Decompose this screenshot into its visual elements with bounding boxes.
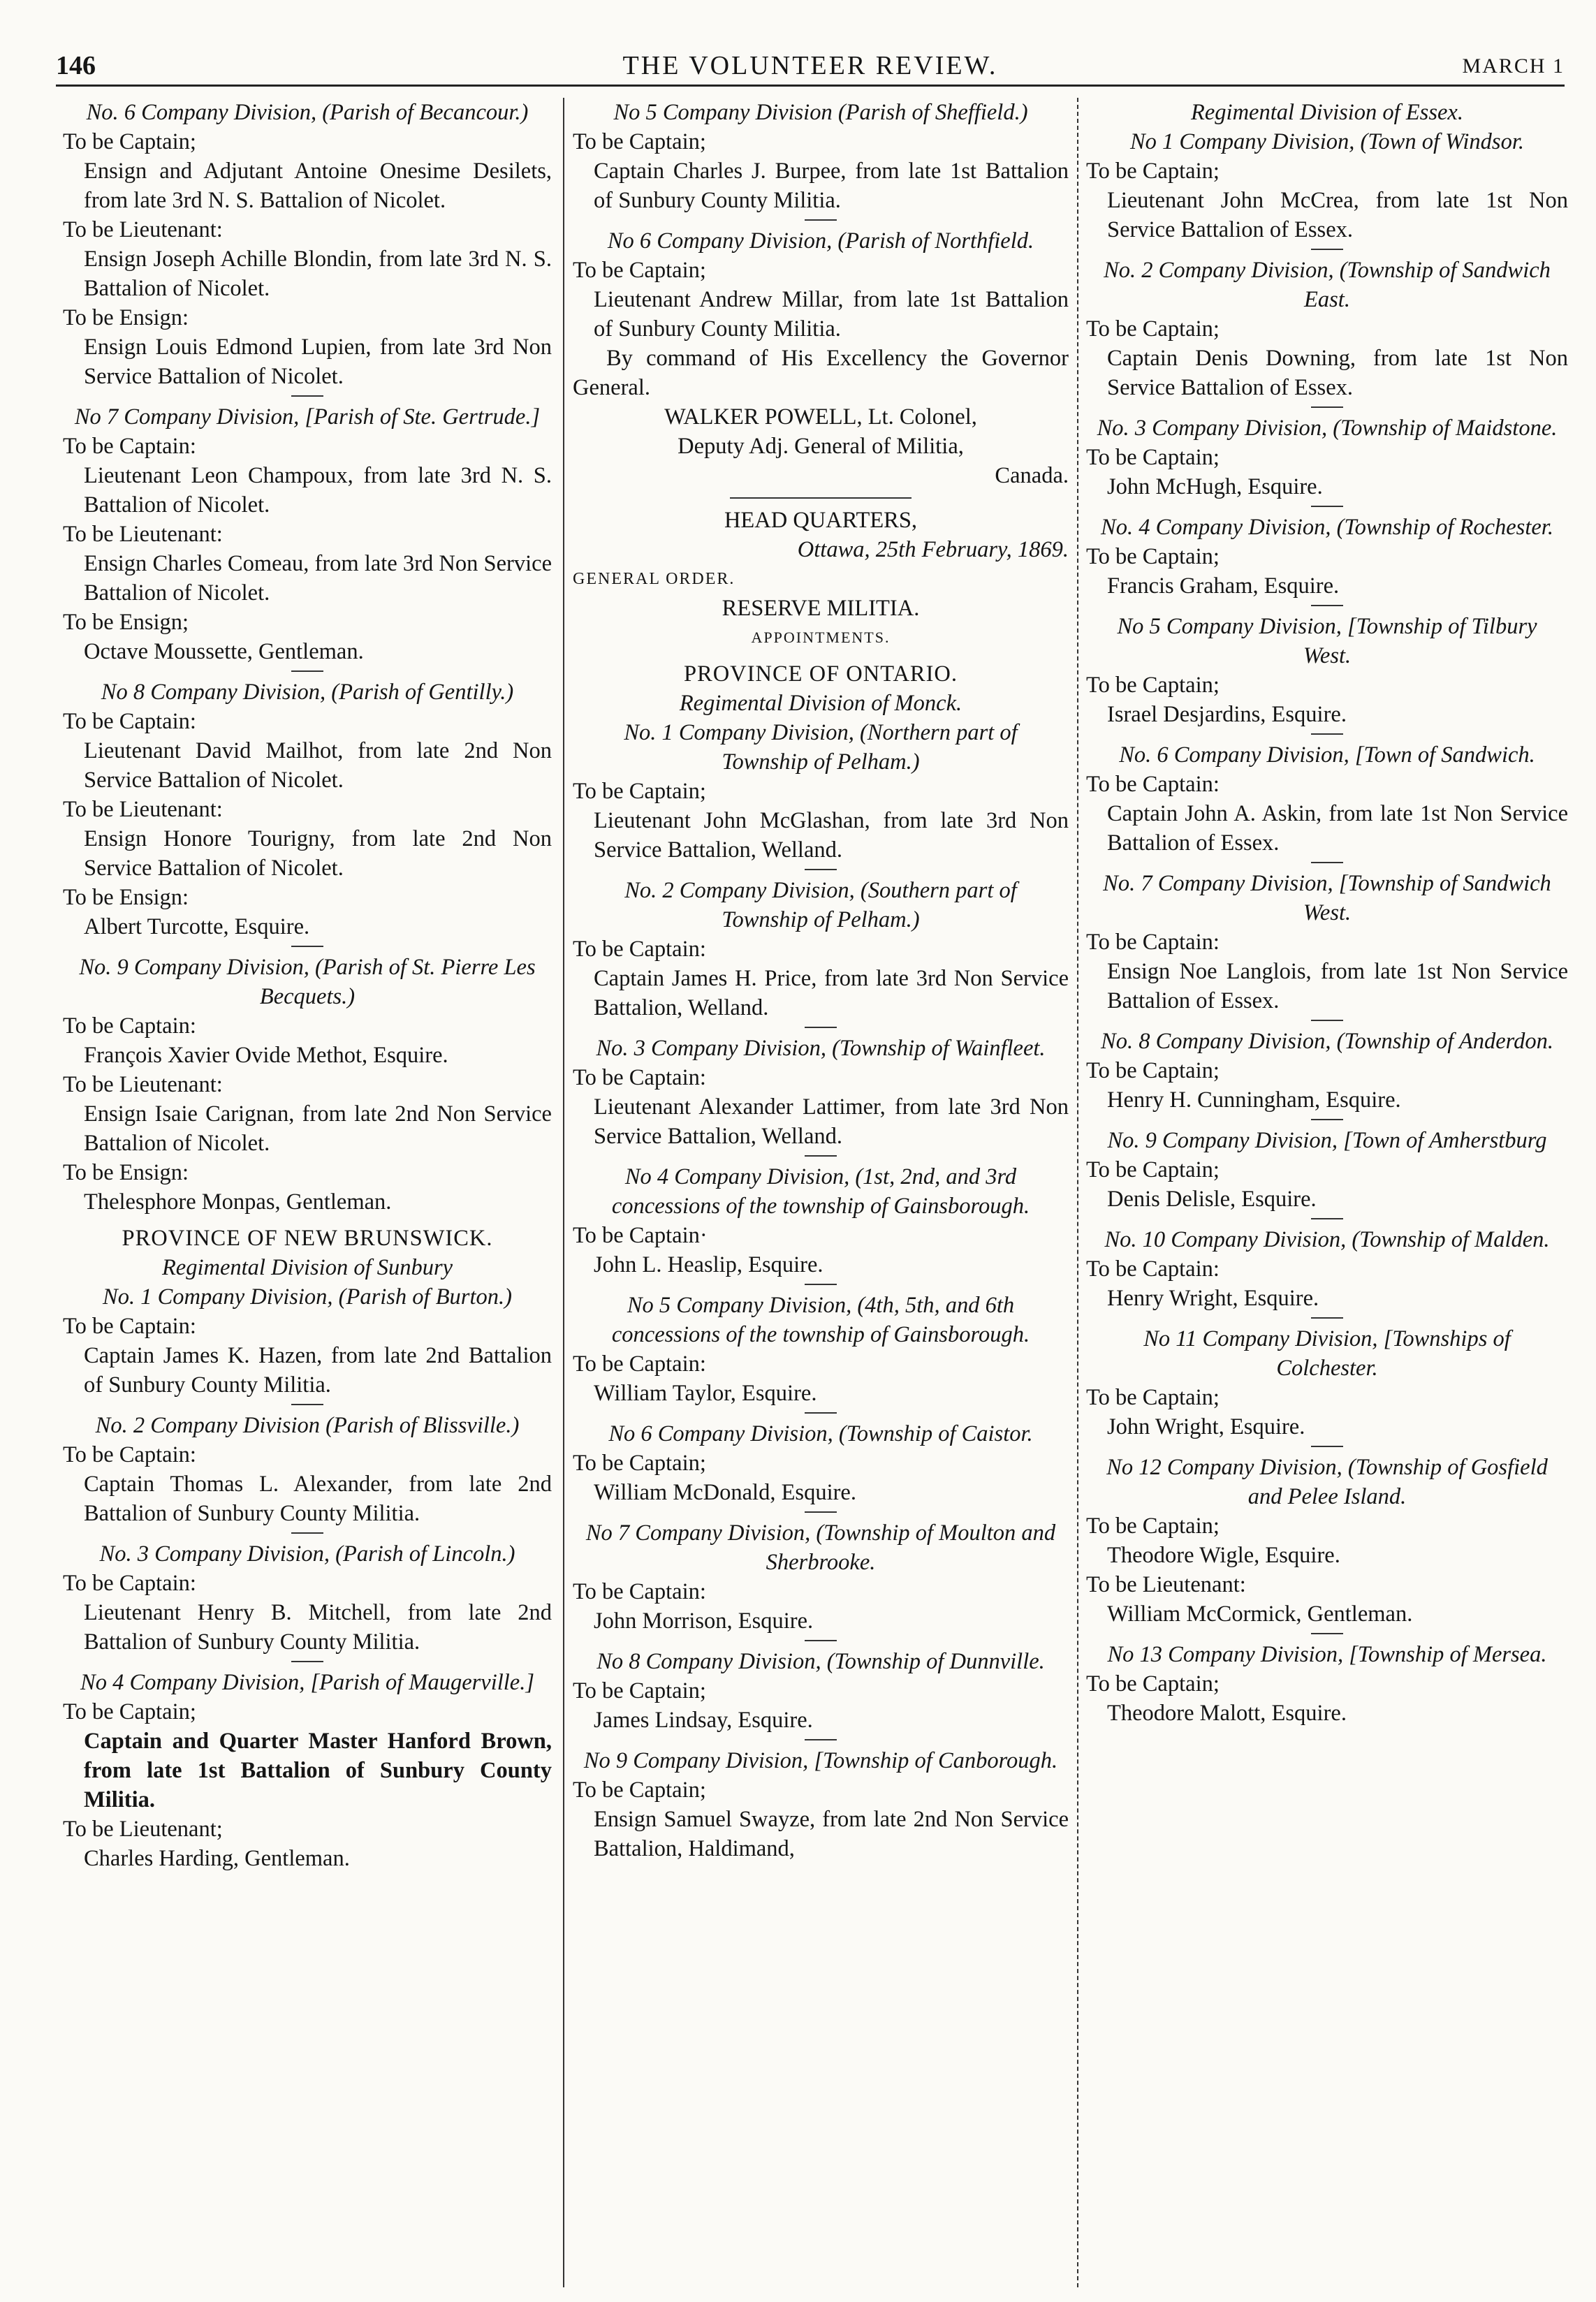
- rank-label: To be Captain:: [63, 1571, 196, 1596]
- rank-label: To be Captain:: [573, 1351, 706, 1377]
- rank-label: To be Captain;: [1086, 1157, 1220, 1182]
- separator: [1311, 605, 1343, 606]
- appointment-entry: Ensign Honore Tourigny, from late 2nd Non Service Battalion of Nicolet.: [84, 826, 552, 881]
- rank-label: To be Ensign:: [63, 305, 189, 330]
- column-rule: [563, 98, 564, 2287]
- rank-label: To be Lieutenant:: [63, 522, 223, 547]
- rank-label: To be Captain;: [1086, 1058, 1220, 1083]
- appointments-label: APPOINTMENTS.: [751, 629, 891, 646]
- appointment-entry: Lieutenant Henry B. Mitchell, from late 2nd Battalion of Sunbury County Militia.: [84, 1600, 552, 1655]
- separator: [1311, 1119, 1343, 1120]
- rank-label: To be Captain:: [63, 1442, 196, 1467]
- division-heading: No. 9 Company Division, [Town of Amherstburg: [1107, 1128, 1547, 1153]
- appointment-entry: Captain and Quarter Master Hanford Brown, from late 1st Battalion of Sunbury County Militia.: [84, 1729, 552, 1812]
- separator: [1311, 1633, 1343, 1634]
- division-heading: No. 9 Company Division, (Parish of St. Pierre Les Becquets.): [79, 955, 536, 1009]
- appointment-entry: Ensign and Adjutant Antoine Onesime Desilets, from late 3rd N. S. Battalion of Nicolet.: [84, 159, 552, 213]
- appointment-entry: Thelesphore Monpas, Gentleman.: [84, 1189, 392, 1215]
- appointment-entry: Theodore Malott, Esquire.: [1107, 1701, 1347, 1726]
- division-heading: No. 3 Company Division, (Township of Maidstone.: [1097, 416, 1558, 441]
- rank-label: To be Captain:: [63, 709, 196, 734]
- rank-label: To be Captain;: [63, 1699, 196, 1724]
- appointment-entry: Theodore Wigle, Esquire.: [1107, 1543, 1340, 1568]
- division-heading: No. 1 Company Division, (Northern part of Township of Pelham.): [624, 720, 1018, 775]
- division-heading: No 5 Company Division, [Township of Tilbury West.: [1117, 614, 1537, 668]
- separator: [291, 946, 323, 947]
- hq-date: Ottawa, 25th February, 1869.: [797, 537, 1069, 562]
- rank-label: To be Captain;: [1086, 445, 1220, 470]
- appointment-entry: Captain James H. Price, from late 3rd Non Service Battalion, Welland.: [594, 966, 1069, 1020]
- separator: [805, 1739, 837, 1740]
- separator: [291, 1532, 323, 1534]
- separator: [805, 1511, 837, 1513]
- regimental-division: Regimental Division of Monck.: [679, 691, 962, 716]
- appointment-entry: Captain John A. Askin, from late 1st Non Service Battalion of Essex.: [1107, 801, 1568, 856]
- separator: [1311, 1446, 1343, 1447]
- separator: [1311, 1020, 1343, 1021]
- separator: [291, 1404, 323, 1405]
- division-heading: No 6 Company Division, (Township of Caistor.: [608, 1421, 1033, 1446]
- appointment-entry: James Lindsay, Esquire.: [594, 1708, 813, 1733]
- division-heading: No 13 Company Division, [Township of Mersea.: [1107, 1642, 1547, 1667]
- separator: [1311, 1317, 1343, 1319]
- separator: [805, 1284, 837, 1285]
- appointment-entry: Ensign Joseph Achille Blondin, from late 3rd N. S. Battalion of Nicolet.: [84, 247, 552, 301]
- division-heading: No 5 Company Division, (4th, 5th, and 6th concessions of the township of Gainsborough.: [611, 1293, 1030, 1347]
- division-heading: No 5 Company Division (Parish of Sheffield.): [613, 100, 1028, 125]
- division-heading: No. 4 Company Division, (Township of Rochester.: [1101, 515, 1553, 540]
- appointment-entry: Francis Graham, Esquire.: [1107, 573, 1340, 599]
- appointment-entry: John Wright, Esquire.: [1107, 1414, 1305, 1439]
- division-heading: No. 2 Company Division, (Southern part of Township of Pelham.): [624, 878, 1017, 932]
- rank-label: To be Captain;: [573, 1451, 706, 1476]
- division-heading: No. 7 Company Division, [Township of Sandwich West.: [1103, 871, 1551, 925]
- rank-label: To be Captain:: [1086, 930, 1220, 955]
- rank-label: To be Captain:: [1086, 772, 1220, 797]
- separator: [1311, 506, 1343, 507]
- separator: [805, 1412, 837, 1414]
- appointment-entry: Captain James K. Hazen, from late 2nd Battalion of Sunbury County Militia.: [84, 1343, 552, 1398]
- rank-label: To be Captain;: [1086, 673, 1220, 698]
- rank-label: To be Captain:: [63, 434, 196, 459]
- appointment-entry: Ensign Louis Edmond Lupien, from late 3rd Non Service Battalion of Nicolet.: [84, 335, 552, 389]
- appointment-entry: Henry Wright, Esquire.: [1107, 1286, 1319, 1311]
- appointment-entry: Ensign Charles Comeau, from late 3rd Non Service Battalion of Nicolet.: [84, 551, 552, 606]
- division-heading: No. 6 Company Division, (Parish of Becancour.): [86, 100, 529, 125]
- column-left: [63, 98, 552, 2287]
- signer-title: Deputy Adj. General of Militia,: [678, 434, 964, 459]
- appointment-entry: Captain Denis Downing, from late 1st Non Service Battalion of Essex.: [1107, 346, 1568, 400]
- rank-label: To be Captain;: [573, 1777, 706, 1803]
- signer-place: Canada.: [995, 463, 1069, 488]
- separator: [1311, 1218, 1343, 1219]
- separator: [730, 497, 912, 499]
- rank-label: To be Captain;: [573, 129, 706, 154]
- appointment-entry: Charles Harding, Gentleman.: [84, 1846, 350, 1871]
- page-number: 146: [56, 51, 96, 80]
- rank-label: To be Lieutenant:: [63, 797, 223, 822]
- column-rule: [1077, 98, 1078, 2287]
- separator: [291, 1661, 323, 1662]
- division-heading: No 11 Company Division, [Townships of Colchester.: [1143, 1326, 1511, 1381]
- command-line: By command of His Excellency the Governor General.: [573, 346, 1069, 400]
- appointment-entry: Henry H. Cunningham, Esquire.: [1107, 1087, 1401, 1113]
- rank-label: To be Ensign;: [63, 610, 189, 635]
- rank-label: To be Captain:: [573, 937, 706, 962]
- reserve-militia: RESERVE MILITIA.: [722, 596, 920, 621]
- division-heading: No 1 Company Division, (Town of Windsor.: [1129, 129, 1524, 154]
- page-header: [56, 45, 1565, 87]
- division-heading: No 4 Company Division, (1st, 2nd, and 3rd concessions of the township of Gainsborough.: [611, 1164, 1030, 1219]
- division-heading: No 7 Company Division, (Township of Moulton and Sherbrooke.: [585, 1520, 1056, 1575]
- rank-label: To be Captain;: [1086, 1513, 1220, 1539]
- regimental-division: Regimental Division of Essex.: [1191, 100, 1463, 125]
- appointment-entry: Lieutenant Andrew Millar, from late 1st Battalion of Sunbury County Militia.: [594, 287, 1069, 342]
- separator: [805, 219, 837, 221]
- appointment-entry: Lieutenant John McCrea, from late 1st Non Service Battalion of Essex.: [1107, 188, 1568, 242]
- rank-label: To be Captain;: [573, 779, 706, 804]
- rank-label: To be Captain:: [1086, 1256, 1220, 1282]
- hq-heading: HEAD QUARTERS,: [724, 508, 918, 533]
- rank-label: To be Captain;: [63, 129, 196, 154]
- rank-label: To be Captain;: [1086, 1385, 1220, 1410]
- rank-label: To be Captain;: [573, 1678, 706, 1703]
- regimental-division: Regimental Division of Sunbury: [161, 1255, 453, 1280]
- rank-label: To be Captain;: [1086, 316, 1220, 342]
- appointment-entry: Ensign Samuel Swayze, from late 2nd Non Service Battalion, Haldimand,: [594, 1807, 1069, 1861]
- separator: [291, 395, 323, 397]
- division-heading: No 12 Company Division, (Township of Gosfield and Pelee Island.: [1106, 1455, 1548, 1509]
- rank-label: To be Lieutenant:: [63, 1072, 223, 1097]
- division-heading: No 4 Company Division, [Parish of Maugerville.]: [80, 1670, 534, 1695]
- publication-title: THE VOLUNTEER REVIEW.: [622, 51, 998, 80]
- signer-name: WALKER POWELL, Lt. Colonel,: [664, 404, 977, 430]
- division-heading: No. 3 Company Division, (Parish of Lincoln.): [99, 1541, 515, 1567]
- separator: [805, 1027, 837, 1028]
- separator: [1311, 406, 1343, 408]
- division-heading: No 7 Company Division, [Parish of Ste. Gertrude.]: [74, 404, 541, 430]
- rank-label: To be Captain:: [63, 1013, 196, 1039]
- division-heading: No 9 Company Division, [Township of Canborough.: [583, 1748, 1058, 1773]
- separator: [805, 1155, 837, 1157]
- rank-label: To be Ensign:: [63, 885, 189, 910]
- appointment-entry: Octave Moussette, Gentleman.: [84, 639, 364, 664]
- issue-date: MARCH 1: [1462, 54, 1565, 78]
- separator: [805, 869, 837, 870]
- column-right: [1086, 98, 1568, 2287]
- general-order: GENERAL ORDER.: [573, 570, 735, 588]
- appointment-entry: Captain Thomas L. Alexander, from late 2nd Battalion of Sunbury County Militia.: [84, 1472, 552, 1526]
- division-heading: No. 2 Company Division, (Township of Sandwich East.: [1104, 258, 1551, 312]
- rank-label: To be Captain;: [1086, 1671, 1220, 1696]
- division-heading: No. 6 Company Division, [Town of Sandwich.: [1119, 742, 1535, 768]
- division-heading: No. 8 Company Division, (Township of Anderdon.: [1101, 1029, 1553, 1054]
- separator: [805, 1640, 837, 1641]
- appointment-entry: Israel Desjardins, Esquire.: [1107, 702, 1347, 727]
- rank-label: To be Lieutenant:: [63, 217, 223, 242]
- separator: [1311, 249, 1343, 250]
- division-heading: No 6 Company Division, (Parish of Northfield.: [607, 228, 1034, 254]
- division-heading: No. 2 Company Division (Parish of Blissville.): [95, 1413, 520, 1438]
- rank-label: To be Captain:: [573, 1579, 706, 1604]
- appointment-entry: Lieutenant John McGlashan, from late 3rd Non Service Battalion, Welland.: [594, 808, 1069, 863]
- rank-label: To be Lieutenant;: [63, 1817, 223, 1842]
- appointment-entry: Captain Charles J. Burpee, from late 1st Battalion of Sunbury County Militia.: [594, 159, 1069, 213]
- appointment-entry: John L. Heaslip, Esquire.: [594, 1252, 823, 1277]
- appointment-entry: John McHugh, Esquire.: [1107, 474, 1323, 499]
- rank-label: To be Captain;: [1086, 544, 1220, 569]
- division-heading: No. 1 Company Division, (Parish of Burton.): [103, 1284, 512, 1310]
- appointment-entry: William Taylor, Esquire.: [594, 1381, 817, 1406]
- appointment-entry: Lieutenant Alexander Lattimer, from late 3rd Non Service Battalion, Welland.: [594, 1094, 1069, 1149]
- appointment-entry: Albert Turcotte, Esquire.: [84, 914, 310, 939]
- rank-label: To be Captain;: [1086, 159, 1220, 184]
- rank-label: To be Lieutenant:: [1086, 1572, 1246, 1597]
- separator: [1311, 862, 1343, 863]
- province-heading: PROVINCE OF NEW BRUNSWICK.: [122, 1226, 493, 1251]
- province-heading: PROVINCE OF ONTARIO.: [683, 661, 958, 687]
- rank-label: To be Ensign:: [63, 1160, 189, 1185]
- rank-label: To be Captain;: [573, 258, 706, 283]
- appointment-entry: John Morrison, Esquire.: [594, 1608, 814, 1634]
- appointment-entry: William McCormick, Gentleman.: [1107, 1601, 1413, 1627]
- column-middle: [573, 98, 1069, 2287]
- division-heading: No 8 Company Division, (Parish of Gentilly.): [101, 680, 514, 705]
- appointment-entry: Denis Delisle, Esquire.: [1107, 1187, 1317, 1212]
- separator: [291, 670, 323, 672]
- division-heading: No. 3 Company Division, (Township of Wainfleet.: [596, 1036, 1046, 1061]
- appointment-entry: Lieutenant David Mailhot, from late 2nd Non Service Battalion of Nicolet.: [84, 738, 552, 793]
- appointment-entry: Ensign Isaie Carignan, from late 2nd Non Service Battalion of Nicolet.: [84, 1101, 552, 1156]
- division-heading: No 8 Company Division, (Township of Dunnville.: [596, 1649, 1045, 1674]
- rank-label: To be Captain:: [573, 1065, 706, 1090]
- appointment-entry: William McDonald, Esquire.: [594, 1480, 856, 1505]
- appointment-entry: Lieutenant Leon Champoux, from late 3rd N. S. Battalion of Nicolet.: [84, 463, 552, 518]
- appointment-entry: Ensign Noe Langlois, from late 1st Non Service Battalion of Essex.: [1107, 959, 1568, 1013]
- rank-label: To be Captain:: [63, 1314, 196, 1339]
- appointment-entry: François Xavier Ovide Methot, Esquire.: [84, 1043, 448, 1068]
- separator: [1311, 733, 1343, 735]
- division-heading: No. 10 Company Division, (Township of Malden.: [1104, 1227, 1550, 1252]
- rank-label: To be Captain·: [573, 1223, 708, 1248]
